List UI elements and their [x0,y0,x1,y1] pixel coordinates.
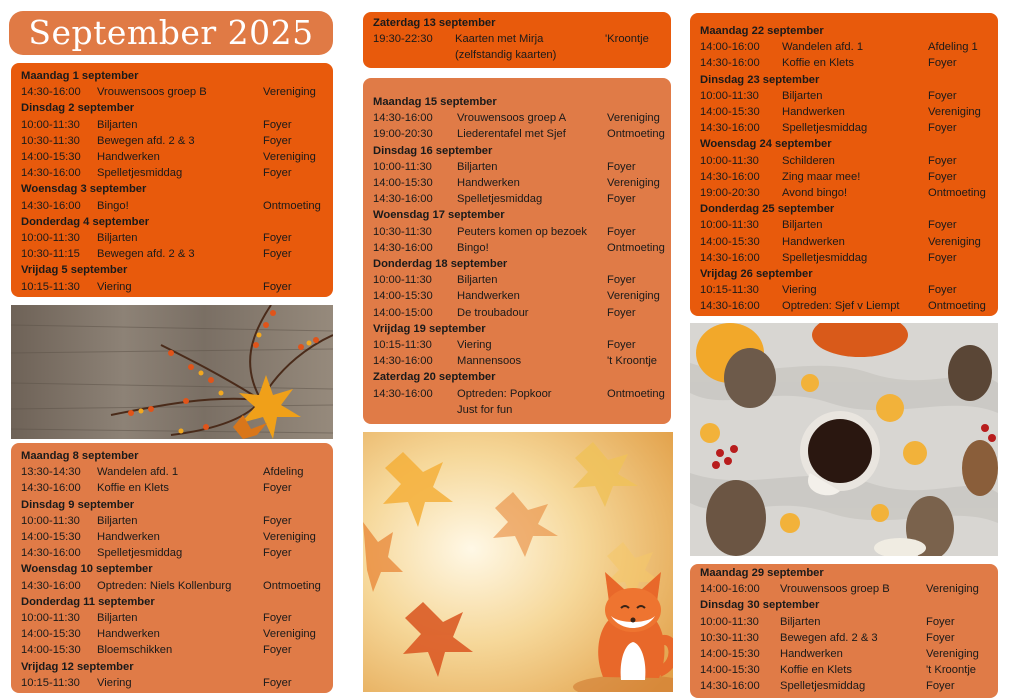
activity-time: 14:30-16:00 [21,167,81,180]
activity-time: 14:00-15:00 [373,306,433,319]
activity-location: Foyer [926,631,955,644]
activity-row [373,224,663,240]
activity-time: 14:00-15:30 [373,290,433,303]
activity-name: Biljarten [780,615,821,628]
activity-time: 14:30-16:00 [373,193,433,206]
activity-time [373,402,457,418]
activity-location: Ontmoeting [607,128,665,141]
activity-name: Biljarten [97,612,138,625]
activity-location: Foyer [928,57,957,70]
activity-row [700,614,990,630]
day-heading: Vrijdag 12 september [21,660,134,673]
activity-location: Vereniging [926,583,979,596]
activity-location: Foyer [928,122,957,135]
activity-time: 14:30-16:00 [700,170,760,183]
activity-location: Foyer [263,167,292,180]
activity-row [21,117,325,133]
activity-time: 10:00-11:30 [700,219,759,232]
activity-name: Schilderen [782,154,835,167]
activity-name: Biljarten [457,274,498,287]
activity-location: Foyer [607,160,636,173]
activity-location: Foyer [263,280,292,293]
activity-location: Ontmoeting [263,199,321,212]
day-heading: Maandag 29 september [700,567,824,579]
activity-name: Optreden: Sjef v Liempt [782,300,900,313]
activity-time: 14:30-16:00 [21,482,81,495]
activity-location: 'Kroontje [605,33,649,46]
activity-time: 14:30-16:00 [21,86,81,99]
activity-row [700,88,990,104]
activity-location: Vereniging [607,177,660,190]
activity-time: 14:30-16:00 [700,122,760,135]
day-heading: Maandag 1 september [21,70,139,82]
activity-time: 14:00-16:00 [700,41,760,54]
activity-name: Handwerken [782,106,845,119]
activity-time: 10:00-11:30 [700,154,759,167]
activity-row [21,246,325,262]
activity-row [21,675,325,691]
activity-name: Kaarten met Mirja [455,33,544,46]
activity-location: Ontmoeting [263,579,321,592]
activity-row [700,678,990,694]
activity-time: 19:00-20:30 [373,128,433,141]
activity-location: Foyer [263,547,292,560]
activity-time: 10:15-11:30 [700,284,759,297]
activity-time: 10:15-11:30 [21,280,80,293]
activity-name: Viering [457,339,492,352]
activity-name: Biljarten [782,219,823,232]
activity-time: 10:00-11:30 [700,89,759,102]
activity-row [21,626,325,642]
activity-time: 10:30-11:30 [700,631,759,644]
activity-name: Bloemschikken [97,644,173,657]
activity-location: Vereniging [263,628,316,641]
activity-name: Optreden: Popkoor [457,387,552,400]
day-heading: Vrijdag 5 september [21,264,128,277]
activity-time: 10:00-11:30 [21,232,80,245]
activity-name: Just for fun [457,403,513,416]
activity-time: 10:00-11:30 [373,274,432,287]
activity-location: Foyer [607,274,636,287]
activity-row [21,578,325,594]
activity-name: Liederentafel met Sjef [457,128,566,141]
activity-location: Vereniging [926,648,979,661]
activity-row [700,185,990,201]
schedule-zaterdag-13 [363,12,671,68]
activity-time: 14:30-16:00 [21,199,81,212]
activity-name: Spelletjesmiddag [782,251,868,264]
activity-row [700,298,990,314]
activity-time: 14:00-15:30 [700,664,760,677]
activity-name: Handwerken [780,648,843,661]
activity-name: Vrouwensoos groep A [457,112,567,125]
activity-row [700,630,990,646]
activity-name: Bewegen afd. 2 & 3 [97,134,195,147]
activity-location: Foyer [607,339,636,352]
activity-row [21,149,325,165]
activity-time: 14:00-15:30 [700,106,760,119]
activity-row [21,198,325,214]
activity-location: Vereniging [263,531,316,544]
activity-row [21,133,325,149]
day-heading: Donderdag 18 september [373,258,508,271]
day-heading: Woensdag 3 september [21,183,147,196]
activity-name: Handwerken [457,177,520,190]
activity-name: Handwerken [457,290,520,303]
activity-row [700,169,990,185]
activity-name: Bewegen afd. 2 & 3 [780,631,878,644]
activity-row [21,529,325,545]
activity-time: 14:00-15:30 [21,644,81,657]
activity-time: 10:30-11:15 [21,248,80,261]
activity-row [21,84,325,100]
activity-location: Ontmoeting [607,387,665,400]
activity-time: 14:30-16:00 [373,355,433,368]
activity-row [373,288,663,304]
activity-row [373,110,663,126]
activity-name: Spelletjesmiddag [457,193,543,206]
activity-time: 14:00-16:00 [700,583,760,596]
activity-location: Vereniging [607,112,660,125]
activity-time: 10:30-11:30 [373,225,432,238]
activity-name: Wandelen afd. 1 [782,41,864,54]
activity-name: Handwerken [782,235,845,248]
activity-time: 14:00-15:30 [700,235,760,248]
autumn-branch-wood-photo [11,305,333,439]
activity-location: Foyer [928,154,957,167]
activity-row [700,581,990,597]
activity-row [21,480,325,496]
activity-location: Vereniging [928,106,981,119]
day-heading: Zaterdag 13 september [373,17,496,29]
activity-name: (zelfstandig kaarten) [455,49,557,62]
activity-name: Bingo! [457,241,489,254]
day-heading: Maandag 22 september [700,25,824,37]
activity-row [373,272,663,288]
activity-location: 't Kroontje [926,664,977,677]
activity-location: Afdeling 1 [928,41,978,54]
activity-name: Spelletjesmiddag [782,122,868,135]
day-heading: Woensdag 17 september [373,209,505,222]
activity-location: Ontmoeting [928,300,986,313]
activity-location: Vereniging [928,235,981,248]
activity-location: Afdeling [263,466,304,479]
day-heading: Dinsdag 16 september [373,144,493,157]
activity-time: 19:30-22:30 [373,33,433,46]
activity-time: 14:00-15:30 [700,648,760,661]
activity-time: 14:30-16:00 [373,387,433,400]
activity-name: Optreden: Niels Kollenburg [97,579,232,592]
activity-name: Biljarten [97,232,138,245]
activity-location: Foyer [263,248,292,261]
activity-row [373,47,663,63]
activity-row [700,250,990,266]
activity-row [21,513,325,529]
activity-time: 10:00-11:30 [21,514,80,527]
activity-location: Ontmoeting [607,241,665,254]
activity-time: 14:30-16:00 [700,300,760,313]
schedule-week-5 [690,564,998,698]
day-heading: Donderdag 11 september [21,595,155,608]
activity-location: Foyer [607,225,636,238]
activity-row [21,610,325,626]
activity-row [373,126,663,142]
activity-time: 14:30-16:00 [373,241,433,254]
activity-name: Koffie en Klets [782,57,854,70]
activity-time: 13:30-14:30 [21,466,81,479]
activity-row [373,353,663,369]
activity-row [373,337,663,353]
activity-name: Viering [97,676,132,689]
activity-time: 19:00-20:30 [700,187,760,200]
activity-location: Foyer [928,170,957,183]
activity-time: 10:00-11:30 [700,615,759,628]
activity-row [700,120,990,136]
activity-name: Spelletjesmiddag [97,167,183,180]
activity-location: Foyer [928,284,957,297]
activity-time: 14:30-16:00 [21,547,81,560]
activity-time: 14:30-16:00 [373,112,433,125]
activity-time: 10:15-11:30 [373,339,432,352]
activity-row [21,642,325,658]
day-heading: Vrijdag 19 september [373,322,486,335]
activity-location: Foyer [928,251,957,264]
activity-name: Viering [97,280,132,293]
activity-time [373,47,455,63]
activity-time: 10:00-11:30 [373,160,432,173]
activity-name: Biljarten [97,118,138,131]
activity-row [373,305,663,321]
activity-location: Foyer [926,680,955,693]
activity-location: Foyer [263,612,292,625]
activity-row [700,55,990,71]
activity-location: Foyer [607,193,636,206]
activity-name: Zing maar mee! [782,170,861,183]
activity-name: Vrouwensoos groep B [780,583,890,596]
activity-time: 14:00-15:30 [373,177,433,190]
activity-location: 't Kroontje [607,355,658,368]
activity-row [700,104,990,120]
activity-row [21,464,325,480]
activity-name: Handwerken [97,628,160,641]
activity-row [373,191,663,207]
activity-time: 10:00-11:30 [21,612,80,625]
activity-name: Koffie en Klets [780,664,852,677]
activity-location: Ontmoeting [928,187,986,200]
day-heading: Dinsdag 9 september [21,498,135,511]
activity-time: 10:15-11:30 [21,676,80,689]
activity-row [700,662,990,678]
activity-name: Avond bingo! [782,187,848,200]
activity-row [700,217,990,233]
activity-time: 14:30-16:00 [21,579,81,592]
activity-name: Biljarten [457,160,498,173]
activity-time: 10:30-11:30 [21,134,80,147]
activity-name: Biljarten [97,514,138,527]
day-heading: Zaterdag 20 september [373,371,496,384]
activity-location: Foyer [263,644,292,657]
activity-location: Vereniging [607,290,660,303]
activity-time: 14:30-16:00 [700,57,760,70]
day-heading: Dinsdag 2 september [21,102,135,115]
activity-location: Foyer [928,219,957,232]
activity-row [373,386,663,402]
activity-row [373,402,663,418]
day-heading: Maandag 15 september [373,96,497,108]
activity-row [700,234,990,250]
activity-location: Foyer [263,118,292,131]
activity-name: Spelletjesmiddag [780,680,866,693]
activity-row [21,545,325,561]
activity-location: Foyer [607,306,636,319]
activity-location: Foyer [263,514,292,527]
schedule-week-3 [363,78,671,424]
activity-location: Foyer [263,482,292,495]
activity-name: Koffie en Klets [97,482,169,495]
activity-name: Wandelen afd. 1 [97,466,179,479]
day-heading: Woensdag 24 september [700,138,832,151]
page-title: September 2025 [9,11,333,55]
schedule-week-4 [690,13,998,316]
day-heading: Donderdag 4 september [21,215,150,228]
day-heading: Maandag 8 september [21,450,139,462]
activity-name: Biljarten [782,89,823,102]
day-heading: Dinsdag 30 september [700,599,820,612]
activity-name: Handwerken [97,151,160,164]
activity-name: Mannensoos [457,355,522,368]
activity-location: Vereniging [263,151,316,164]
activity-row [21,165,325,181]
day-heading: Woensdag 10 september [21,563,153,576]
activity-row [700,646,990,662]
autumn-leaves-fox-photo [363,432,673,692]
activity-location: Foyer [928,89,957,102]
activity-location: Vereniging [263,86,316,99]
autumn-coffee-pinecones-photo [690,323,998,556]
activity-time: 14:30-16:00 [700,251,760,264]
activity-row [21,230,325,246]
activity-name: Spelletjesmiddag [97,547,183,560]
activity-location: Foyer [926,615,955,628]
schedule-week-2 [11,443,333,693]
activity-row [373,175,663,191]
day-heading: Donderdag 25 september [700,203,835,216]
schedule-week-1 [11,63,333,297]
activity-time: 14:00-15:30 [21,628,81,641]
activity-time: 14:00-15:30 [21,531,81,544]
activity-name: De troubadour [457,306,529,319]
activity-location: Foyer [263,134,292,147]
activity-name: Bingo! [97,199,129,212]
activity-name: Vrouwensoos groep B [97,86,207,99]
activity-name: Bewegen afd. 2 & 3 [97,248,195,261]
day-heading: Vrijdag 26 september [700,268,813,281]
activity-location: Foyer [263,676,292,689]
activity-row [21,279,325,295]
activity-row [373,159,663,175]
activity-time: 10:00-11:30 [21,118,80,131]
activity-location: Foyer [263,232,292,245]
activity-name: Viering [782,284,817,297]
activity-name: Peuters komen op bezoek [457,225,587,238]
activity-row [373,240,663,256]
activity-row [700,39,990,55]
activity-time: 14:00-15:30 [21,151,81,164]
activity-name: Handwerken [97,531,160,544]
activity-row [373,31,663,47]
activity-row [700,153,990,169]
activity-time: 14:30-16:00 [700,680,760,693]
activity-row [700,282,990,298]
day-heading: Dinsdag 23 september [700,73,820,86]
